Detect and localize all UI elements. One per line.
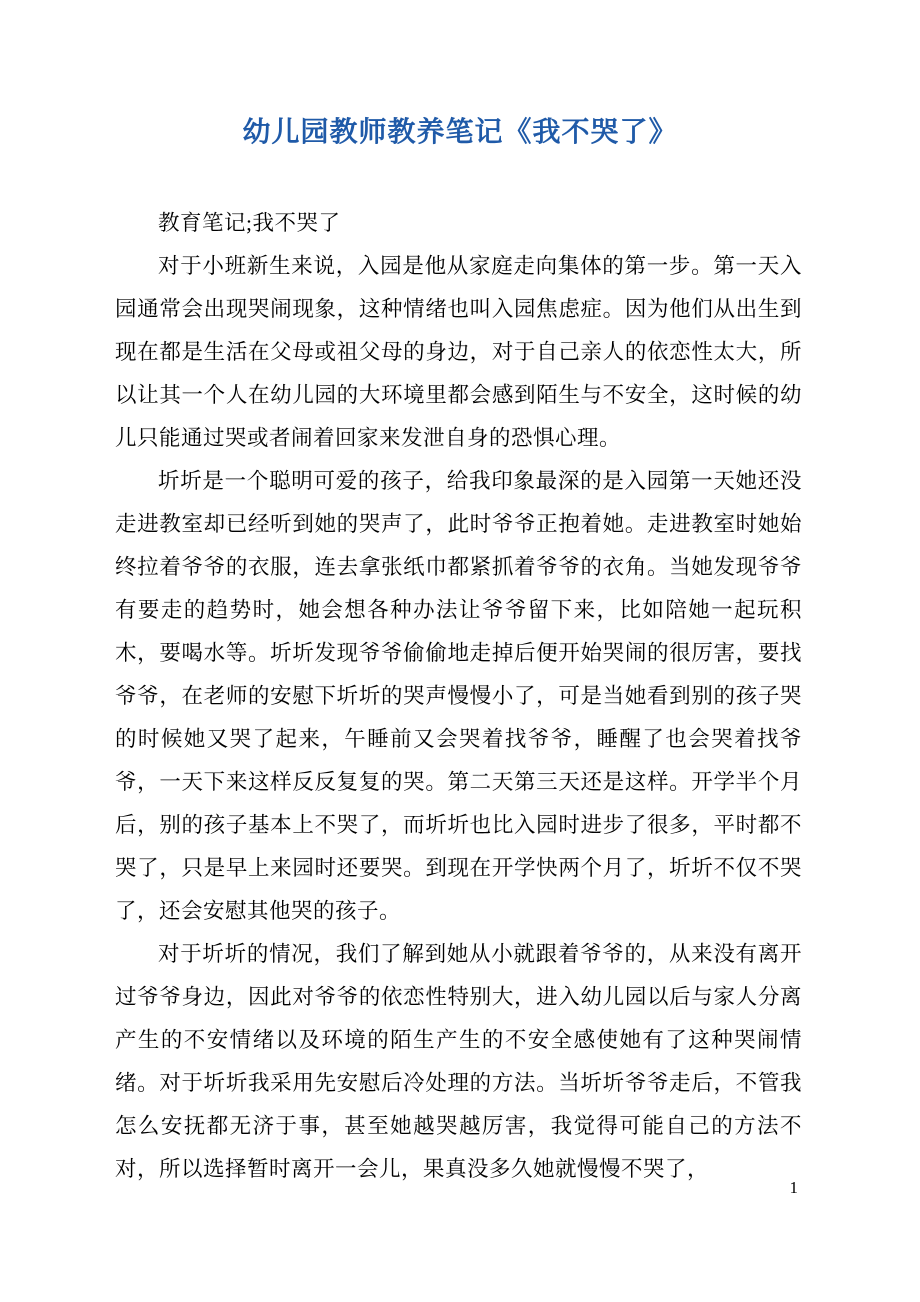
- paragraph: 对于小班新生来说，入园是他从家庭走向集体的第一步。第一天入园通常会出现哭闹现象，这种情绪也叫入园焦虑症。因为他们从出生到现在都是生活在父母或祖父母的身边，对于自己亲人的依恋性太大，所以让其一个人在幼儿园的大环境里都会感到陌生与不安全，这时候的幼儿只能通过哭或者闹着回家来发泄自身的恐惧心理。: [115, 254, 802, 450]
- paragraph: 教育笔记;我不哭了: [158, 211, 341, 235]
- paragraph: 对于圻圻的情况，我们了解到她从小就跟着爷爷的，从来没有离开过爷爷身边，因此对爷爷的依恋性特别大，进入幼儿园以后与家人分离产生的不安情绪以及环境的陌生产生的不安全感使她有了这种哭闹情绪。对于圻圻我采用先安慰后冷处理的方法。当圻圻爷爷走后，不管我怎么安抚都无济于事，甚至她越哭越厉害，我觉得可能自己的方法不对，所以选择暂时离开一会儿，果真没多久她就慢慢不哭了，: [115, 942, 802, 1181]
- document-body: [115, 202, 802, 1191]
- document-title: 幼儿园教师教养笔记《我不哭了》: [242, 117, 678, 148]
- page-number: 1: [789, 1178, 798, 1197]
- paragraph: 圻圻是一个聪明可爱的孩子，给我印象最深的是入园第一天她还没走进教室却已经听到她的哭声了，此时爷爷正抱着她。走进教室时她始终拉着爷爷的衣服，连去拿张纸巾都紧抓着爷爷的衣角。当她发现爷爷有要走的趋势时，她会想各种办法让爷爷留下来，比如陪她一起玩积木，要喝水等。圻圻发现爷爷偷偷地走掉后便开始哭闹的很厉害，要找爷爷，在老师的安慰下圻圻的哭声慢慢小了，可是当她看到别的孩子哭的时候她又哭了起来，午睡前又会哭着找爷爷，睡醒了也会哭着找爷爷，一天下来这样反反复复的哭。第二天第三天还是这样。开学半个月后，别的孩子基本上不哭了，而圻圻也比入园时进步了很多，平时都不哭了，只是早上来园时还要哭。到现在开学快两个月了，圻圻不仅不哭了，还会安慰其他哭的孩子。: [115, 469, 802, 923]
